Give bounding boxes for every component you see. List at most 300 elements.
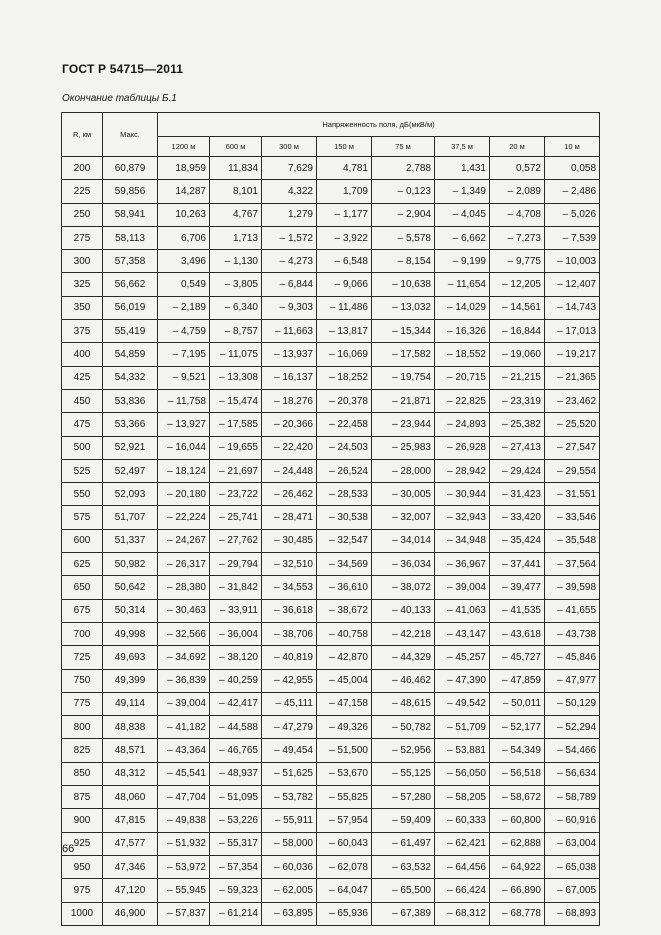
cell-value: – 17,582 (372, 343, 435, 366)
cell-value: – 19,060 (490, 343, 545, 366)
cell-value: – 10,638 (372, 273, 435, 296)
cell-value: – 28,471 (262, 506, 317, 529)
cell-value: – 62,005 (262, 879, 317, 902)
cell-value: – 20,366 (262, 413, 317, 436)
cell-value: – 35,424 (490, 529, 545, 552)
cell-distance: 600 (62, 529, 103, 552)
cell-distance: 1000 (62, 902, 103, 925)
table-row (62, 553, 600, 576)
cell-value: – 20,715 (435, 366, 490, 389)
cell-value: – 31,842 (210, 576, 262, 599)
cell-distance: 425 (62, 366, 103, 389)
table-row (62, 389, 600, 412)
cell-value: – 24,267 (158, 529, 210, 552)
cell-value: – 3,805 (210, 273, 262, 296)
table-row (62, 157, 600, 180)
cell-value: – 50,782 (372, 716, 435, 739)
cell-max: 49,693 (103, 646, 158, 669)
cell-value: – 55,911 (262, 809, 317, 832)
header-r-km: R, км (62, 113, 103, 157)
cell-max: 48,060 (103, 786, 158, 809)
cell-value: – 32,007 (372, 506, 435, 529)
cell-value: – 62,421 (435, 832, 490, 855)
cell-max: 54,332 (103, 366, 158, 389)
cell-max: 48,312 (103, 762, 158, 785)
cell-value: – 21,365 (545, 366, 600, 389)
cell-value: – 37,564 (545, 553, 600, 576)
cell-value: – 30,944 (435, 483, 490, 506)
table-row (62, 599, 600, 622)
cell-value: – 6,844 (262, 273, 317, 296)
cell-value: – 56,634 (545, 762, 600, 785)
cell-value: – 66,424 (435, 879, 490, 902)
cell-value: – 23,944 (372, 413, 435, 436)
cell-value: – 11,486 (317, 296, 372, 319)
cell-value: – 37,441 (490, 553, 545, 576)
cell-value: – 45,846 (545, 646, 600, 669)
cell-max: 50,642 (103, 576, 158, 599)
cell-value: – 60,800 (490, 809, 545, 832)
cell-value: – 52,177 (490, 716, 545, 739)
cell-value: 1,279 (262, 203, 317, 226)
cell-value: – 17,585 (210, 413, 262, 436)
cell-value: – 39,598 (545, 576, 600, 599)
table-row (62, 809, 600, 832)
cell-value: – 26,462 (262, 483, 317, 506)
cell-distance: 700 (62, 622, 103, 645)
cell-value: – 16,844 (490, 320, 545, 343)
cell-value: – 50,129 (545, 692, 600, 715)
table-body (62, 157, 600, 926)
cell-max: 58,113 (103, 226, 158, 249)
cell-value: – 28,000 (372, 459, 435, 482)
cell-value: – 58,672 (490, 786, 545, 809)
cell-value: – 6,662 (435, 226, 490, 249)
cell-value: – 45,111 (262, 692, 317, 715)
cell-value: – 51,932 (158, 832, 210, 855)
cell-distance: 900 (62, 809, 103, 832)
cell-value: – 28,942 (435, 459, 490, 482)
cell-value: – 16,326 (435, 320, 490, 343)
subheader-height: 10 м (545, 137, 600, 157)
cell-value: 8,101 (210, 180, 262, 203)
cell-value: – 47,279 (262, 716, 317, 739)
table-row (62, 343, 600, 366)
cell-value: – 47,158 (317, 692, 372, 715)
cell-value: – 49,542 (435, 692, 490, 715)
cell-value: – 20,378 (317, 389, 372, 412)
cell-value: 0,572 (490, 157, 545, 180)
cell-distance: 225 (62, 180, 103, 203)
cell-value: – 51,709 (435, 716, 490, 739)
cell-value: – 2,904 (372, 203, 435, 226)
cell-distance: 975 (62, 879, 103, 902)
cell-max: 48,571 (103, 739, 158, 762)
table-row (62, 320, 600, 343)
cell-value: – 49,454 (262, 739, 317, 762)
subheader-height: 1200 м (158, 137, 210, 157)
cell-value: – 52,956 (372, 739, 435, 762)
cell-value: – 51,095 (210, 786, 262, 809)
cell-value: – 56,518 (490, 762, 545, 785)
cell-value: – 11,758 (158, 389, 210, 412)
cell-value: 18,959 (158, 157, 210, 180)
cell-max: 49,114 (103, 692, 158, 715)
cell-value: – 21,871 (372, 389, 435, 412)
cell-value: – 49,838 (158, 809, 210, 832)
subheader-height: 20 м (490, 137, 545, 157)
cell-value: – 41,063 (435, 599, 490, 622)
cell-value: – 61,497 (372, 832, 435, 855)
cell-value: – 39,004 (435, 576, 490, 599)
cell-value: – 18,276 (262, 389, 317, 412)
cell-value: – 64,922 (490, 855, 545, 878)
cell-value: – 31,423 (490, 483, 545, 506)
cell-value: – 44,329 (372, 646, 435, 669)
cell-value: – 38,706 (262, 622, 317, 645)
cell-max: 55,419 (103, 320, 158, 343)
cell-value: – 41,182 (158, 716, 210, 739)
cell-value: – 66,890 (490, 879, 545, 902)
cell-value: – 18,252 (317, 366, 372, 389)
cell-value: – 36,967 (435, 553, 490, 576)
header-field-strength: Напряженность поля, дБ(мкВ/м) (158, 113, 600, 137)
cell-distance: 400 (62, 343, 103, 366)
cell-value: – 48,615 (372, 692, 435, 715)
cell-value: – 36,618 (262, 599, 317, 622)
cell-value: 14,287 (158, 180, 210, 203)
cell-distance: 525 (62, 459, 103, 482)
cell-distance: 825 (62, 739, 103, 762)
cell-max: 53,366 (103, 413, 158, 436)
cell-value: – 13,032 (372, 296, 435, 319)
cell-value: – 32,566 (158, 622, 210, 645)
table-row (62, 366, 600, 389)
cell-distance: 375 (62, 320, 103, 343)
cell-value: – 63,895 (262, 902, 317, 925)
cell-max: 57,358 (103, 250, 158, 273)
cell-value: – 68,312 (435, 902, 490, 925)
table-row (62, 716, 600, 739)
cell-value: – 16,069 (317, 343, 372, 366)
cell-value: – 9,521 (158, 366, 210, 389)
cell-distance: 450 (62, 389, 103, 412)
cell-value: – 53,226 (210, 809, 262, 832)
table-row (62, 436, 600, 459)
cell-value: – 7,273 (490, 226, 545, 249)
cell-value: – 67,389 (372, 902, 435, 925)
cell-value: – 68,778 (490, 902, 545, 925)
cell-value: – 58,205 (435, 786, 490, 809)
cell-distance: 500 (62, 436, 103, 459)
cell-value: – 15,474 (210, 389, 262, 412)
cell-value: – 28,533 (317, 483, 372, 506)
cell-distance: 675 (62, 599, 103, 622)
cell-value: – 42,218 (372, 622, 435, 645)
cell-value: – 16,137 (262, 366, 317, 389)
cell-value: – 23,462 (545, 389, 600, 412)
cell-value: – 32,547 (317, 529, 372, 552)
cell-value: – 6,340 (210, 296, 262, 319)
cell-value: – 53,881 (435, 739, 490, 762)
cell-value: – 53,670 (317, 762, 372, 785)
cell-value: – 45,541 (158, 762, 210, 785)
cell-value: – 61,214 (210, 902, 262, 925)
cell-value: – 60,916 (545, 809, 600, 832)
cell-max: 53,836 (103, 389, 158, 412)
cell-value: – 0,123 (372, 180, 435, 203)
cell-value: – 56,050 (435, 762, 490, 785)
cell-value: 3,496 (158, 250, 210, 273)
table-row (62, 413, 600, 436)
cell-value: – 32,510 (262, 553, 317, 576)
cell-value: – 29,794 (210, 553, 262, 576)
cell-value: – 45,257 (435, 646, 490, 669)
cell-max: 48,838 (103, 716, 158, 739)
cell-value: – 12,407 (545, 273, 600, 296)
cell-value: – 44,588 (210, 716, 262, 739)
cell-value: – 25,382 (490, 413, 545, 436)
cell-value: – 1,349 (435, 180, 490, 203)
cell-value: – 11,663 (262, 320, 317, 343)
cell-max: 47,815 (103, 809, 158, 832)
cell-value: – 22,420 (262, 436, 317, 459)
cell-max: 49,998 (103, 622, 158, 645)
cell-value: – 64,456 (435, 855, 490, 878)
cell-value: – 13,937 (262, 343, 317, 366)
cell-max: 56,019 (103, 296, 158, 319)
table-row (62, 646, 600, 669)
cell-distance: 950 (62, 855, 103, 878)
cell-value: – 13,817 (317, 320, 372, 343)
subheader-height: 75 м (372, 137, 435, 157)
cell-value: – 5,026 (545, 203, 600, 226)
table-row (62, 739, 600, 762)
cell-distance: 625 (62, 553, 103, 576)
table-row (62, 786, 600, 809)
cell-value: – 43,738 (545, 622, 600, 645)
cell-value: – 40,133 (372, 599, 435, 622)
cell-max: 52,497 (103, 459, 158, 482)
cell-value: – 27,762 (210, 529, 262, 552)
page-number: 66 (62, 843, 75, 855)
cell-value: – 65,500 (372, 879, 435, 902)
cell-value: – 63,004 (545, 832, 600, 855)
cell-distance: 275 (62, 226, 103, 249)
cell-value: – 22,458 (317, 413, 372, 436)
cell-max: 51,337 (103, 529, 158, 552)
cell-value: – 35,548 (545, 529, 600, 552)
cell-value: – 45,004 (317, 669, 372, 692)
cell-value: – 33,911 (210, 599, 262, 622)
cell-value: – 1,130 (210, 250, 262, 273)
cell-max: 51,707 (103, 506, 158, 529)
cell-value: 4,781 (317, 157, 372, 180)
subheader-height: 600 м (210, 137, 262, 157)
table-row (62, 529, 600, 552)
cell-value: – 26,317 (158, 553, 210, 576)
cell-distance: 325 (62, 273, 103, 296)
cell-value: – 36,839 (158, 669, 210, 692)
cell-value: – 27,547 (545, 436, 600, 459)
cell-value: – 22,825 (435, 389, 490, 412)
cell-value: – 29,424 (490, 459, 545, 482)
cell-value: – 57,280 (372, 786, 435, 809)
table-row (62, 250, 600, 273)
table-row (62, 855, 600, 878)
cell-value: – 58,789 (545, 786, 600, 809)
cell-value: 1,431 (435, 157, 490, 180)
cell-value: – 58,000 (262, 832, 317, 855)
cell-max: 54,859 (103, 343, 158, 366)
cell-max: 47,346 (103, 855, 158, 878)
cell-value: – 51,625 (262, 762, 317, 785)
table-row (62, 576, 600, 599)
cell-value: – 60,043 (317, 832, 372, 855)
cell-max: 46,900 (103, 902, 158, 925)
cell-value: – 7,539 (545, 226, 600, 249)
cell-max: 49,399 (103, 669, 158, 692)
cell-value: – 45,727 (490, 646, 545, 669)
cell-value: – 2,189 (158, 296, 210, 319)
cell-value: – 9,775 (490, 250, 545, 273)
cell-value: – 65,936 (317, 902, 372, 925)
cell-value: – 59,323 (210, 879, 262, 902)
cell-value: – 42,870 (317, 646, 372, 669)
cell-distance: 475 (62, 413, 103, 436)
cell-value: – 41,535 (490, 599, 545, 622)
cell-value: – 36,610 (317, 576, 372, 599)
cell-distance: 925 (62, 832, 103, 855)
cell-value: 4,767 (210, 203, 262, 226)
cell-distance: 775 (62, 692, 103, 715)
cell-value: – 22,224 (158, 506, 210, 529)
cell-value: – 32,943 (435, 506, 490, 529)
cell-distance: 250 (62, 203, 103, 226)
cell-value: – 4,759 (158, 320, 210, 343)
cell-value: – 60,036 (262, 855, 317, 878)
cell-value: 11,834 (210, 157, 262, 180)
subheader-height: 300 м (262, 137, 317, 157)
cell-value: – 5,578 (372, 226, 435, 249)
cell-value: – 64,047 (317, 879, 372, 902)
table-row (62, 483, 600, 506)
cell-value: – 30,538 (317, 506, 372, 529)
header-max: Макс. (103, 113, 158, 157)
cell-value: – 7,195 (158, 343, 210, 366)
cell-value: – 60,333 (435, 809, 490, 832)
table-row (62, 622, 600, 645)
cell-value: – 49,326 (317, 716, 372, 739)
cell-value: – 57,837 (158, 902, 210, 925)
cell-value: – 16,044 (158, 436, 210, 459)
cell-distance: 725 (62, 646, 103, 669)
cell-value: – 4,708 (490, 203, 545, 226)
cell-value: – 24,503 (317, 436, 372, 459)
cell-value: – 63,532 (372, 855, 435, 878)
cell-value: – 13,308 (210, 366, 262, 389)
field-strength-table (61, 112, 600, 926)
table-row (62, 273, 600, 296)
table-row (62, 692, 600, 715)
cell-value: – 14,029 (435, 296, 490, 319)
table-row (62, 669, 600, 692)
cell-value: – 46,765 (210, 739, 262, 762)
cell-value: – 53,782 (262, 786, 317, 809)
cell-value: – 27,413 (490, 436, 545, 459)
cell-value: – 65,038 (545, 855, 600, 878)
cell-max: 52,093 (103, 483, 158, 506)
cell-value: – 33,546 (545, 506, 600, 529)
cell-value: – 57,354 (210, 855, 262, 878)
cell-value: – 19,655 (210, 436, 262, 459)
cell-value: – 47,859 (490, 669, 545, 692)
cell-value: 4,322 (262, 180, 317, 203)
cell-max: 52,921 (103, 436, 158, 459)
table-row (62, 203, 600, 226)
cell-value: – 26,928 (435, 436, 490, 459)
cell-value: – 50,011 (490, 692, 545, 715)
cell-value: – 9,199 (435, 250, 490, 273)
cell-value: – 10,003 (545, 250, 600, 273)
cell-value: 0,549 (158, 273, 210, 296)
cell-value: – 17,013 (545, 320, 600, 343)
cell-value: – 43,618 (490, 622, 545, 645)
cell-value: – 39,477 (490, 576, 545, 599)
table-header (62, 113, 600, 157)
cell-value: – 34,948 (435, 529, 490, 552)
cell-value: – 52,294 (545, 716, 600, 739)
cell-value: – 9,066 (317, 273, 372, 296)
cell-value: – 21,215 (490, 366, 545, 389)
cell-max: 47,577 (103, 832, 158, 855)
cell-distance: 800 (62, 716, 103, 739)
cell-value: 1,709 (317, 180, 372, 203)
cell-max: 50,982 (103, 553, 158, 576)
cell-max: 58,941 (103, 203, 158, 226)
cell-value: – 6,548 (317, 250, 372, 273)
cell-distance: 750 (62, 669, 103, 692)
table-row (62, 506, 600, 529)
table-row (62, 180, 600, 203)
cell-value: – 57,954 (317, 809, 372, 832)
cell-value: – 55,125 (372, 762, 435, 785)
cell-value: – 33,420 (490, 506, 545, 529)
cell-value: – 2,089 (490, 180, 545, 203)
cell-value: – 36,034 (372, 553, 435, 576)
cell-distance: 300 (62, 250, 103, 273)
cell-value: – 4,273 (262, 250, 317, 273)
cell-value: 10,263 (158, 203, 210, 226)
document-title: ГОСТ Р 54715—2011 (62, 62, 184, 76)
cell-value: – 1,177 (317, 203, 372, 226)
cell-max: 47,120 (103, 879, 158, 902)
cell-value: – 34,014 (372, 529, 435, 552)
cell-value: – 55,825 (317, 786, 372, 809)
table-caption: Окончание таблицы Б.1 (62, 93, 177, 104)
cell-value: – 34,692 (158, 646, 210, 669)
cell-value: – 26,524 (317, 459, 372, 482)
cell-value: – 30,485 (262, 529, 317, 552)
cell-value: – 19,754 (372, 366, 435, 389)
cell-value: – 46,462 (372, 669, 435, 692)
cell-value: – 62,078 (317, 855, 372, 878)
cell-value: 2,788 (372, 157, 435, 180)
table-row (62, 832, 600, 855)
cell-value: – 23,319 (490, 389, 545, 412)
cell-value: – 55,945 (158, 879, 210, 902)
cell-value: – 40,819 (262, 646, 317, 669)
